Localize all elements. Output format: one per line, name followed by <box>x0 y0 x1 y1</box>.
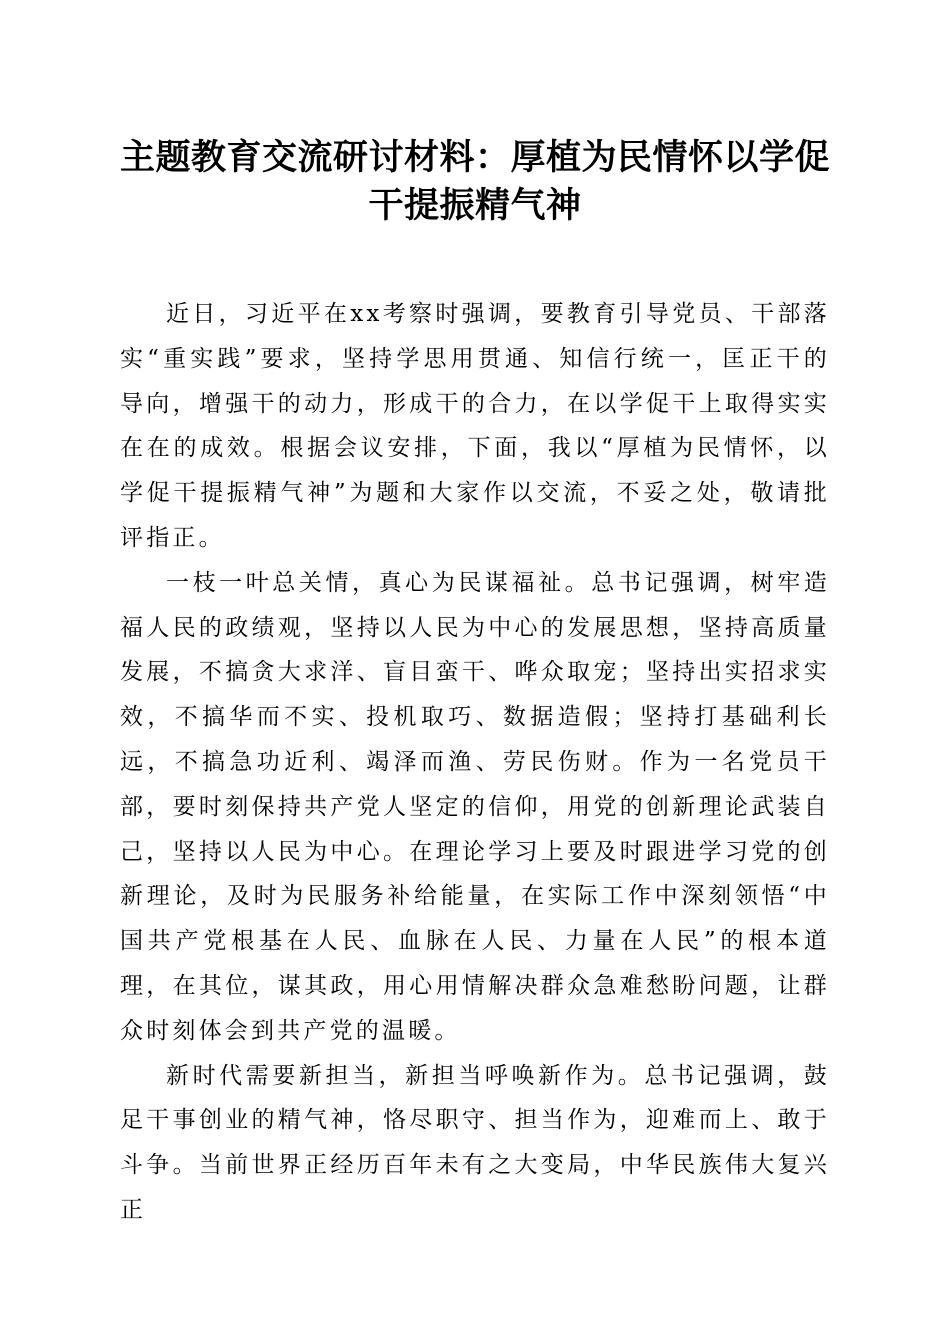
paragraph-3: 新时代需要新担当，新担当呼唤新作为。总书记强调，鼓足干事创业的精气神，恪尽职守、担当作为，迎难而上、敢于斗争。当前世界正经历百年未有之大变局，中华民族伟大复兴正 <box>120 1062 830 1223</box>
document-title <box>120 134 830 230</box>
paragraph-1: 近日，习近平在xx考察时强调，要教育引导党员、干部落实“重实践”要求，坚持学思用贯通、知信行统一，匡正干的导向，增强干的动力，形成干的合力，在以学促干上取得实实在在的成效。根据会议安排，下面，我以“厚植为民情怀，以学促干提振精气神”为题和大家作以交流，不妥之处，敬请批评指正。 <box>120 301 830 551</box>
paragraph-2: 一枝一叶总关情，真心为民谋福祉。总书记强调，树牢造福人民的政绩观，坚持以人民为中心的发展思想，坚持高质量发展，不搞贪大求洋、盲目蛮干、哗众取宠；坚持出实招求实效，不搞华而不实、投机取巧、数据造假；坚持打基础利长远，不搞急功近利、竭泽而渔、劳民伤财。作为一名党员干部，要时刻保持共产党人坚定的信仰，用党的创新理论武装自己，坚持以人民为中心。在理论学习上要及时跟进学习党的创新理论，及时为民服务补给能量，在实际工作中深刻领悟“中国共产党根基在人民、血脉在人民、力量在人民”的根本道理，在其位，谋其政，用心用情解决群众急难愁盼问题，让群众时刻体会到共产党的温暖。 <box>120 569 830 1044</box>
document-body <box>120 292 830 1233</box>
title-line-2: 干提振精气神 <box>368 185 582 226</box>
title-line-1: 主题教育交流研讨材料：厚植为民情怀以学促 <box>120 137 831 178</box>
